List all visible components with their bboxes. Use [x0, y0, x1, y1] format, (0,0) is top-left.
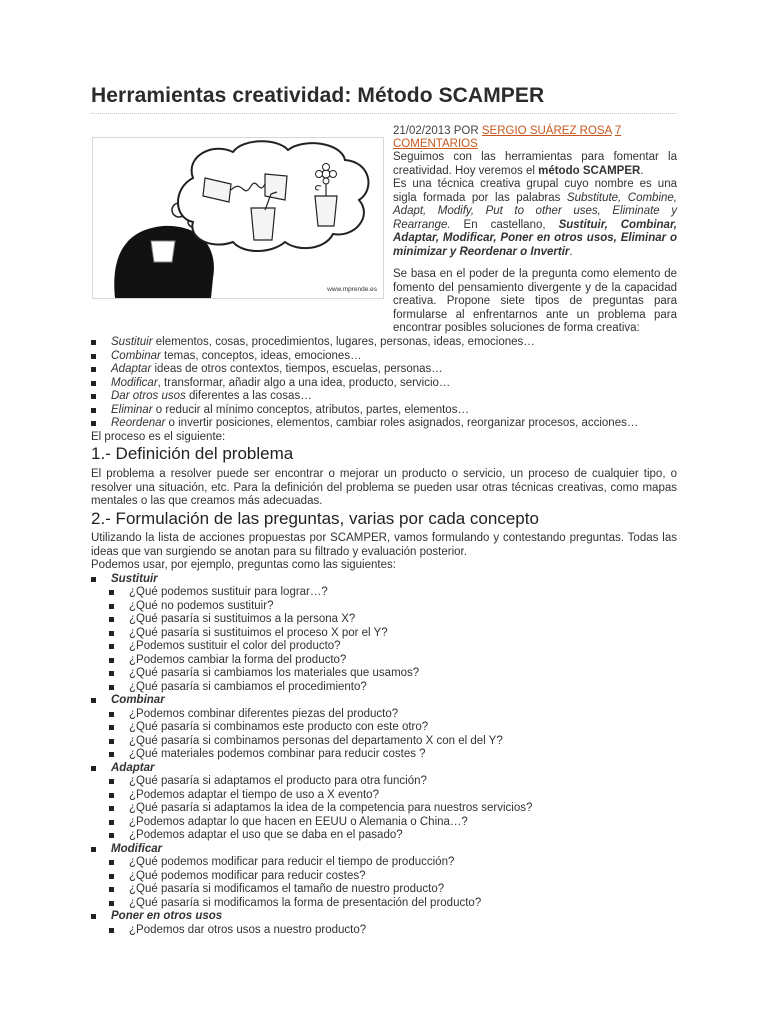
question-item: ¿Podemos adaptar el uso que se daba en el pasado?: [91, 829, 677, 843]
scamper-term: Modificar: [111, 376, 158, 389]
intro-1a: Seguimos con las herramientas para fomentar la creatividad. Hoy veremos el: [393, 151, 677, 177]
scamper-term: Eliminar: [111, 403, 153, 416]
question-item: ¿Qué podemos modificar para reducir costes?: [91, 870, 677, 884]
process-intro: El proceso es el siguiente:: [91, 430, 226, 443]
question-group: [91, 762, 677, 843]
scamper-description: o reducir al mínimo conceptos, atributos, partes, elementos…: [152, 403, 469, 416]
scamper-description: temas, conceptos, ideas, emociones…: [160, 349, 362, 362]
title-divider: [91, 113, 677, 114]
intro-paragraph-1: [393, 151, 677, 178]
question-groups: [91, 573, 677, 938]
section-2-text-1: Utilizando la lista de acciones propuestas por SCAMPER, vamos formulando y contestando preguntas. Todas las ideas que van surgiendo se anotan para su filtrado y evaluación posterior.: [91, 532, 677, 558]
question-item: ¿Podemos adaptar lo que hacen en EEUU o Alemania o China…?: [91, 816, 677, 830]
question-list: [91, 708, 677, 762]
intro-2c: En castellano,: [450, 218, 559, 231]
question-item: ¿Qué pasaría si cambiamos los materiales que usamos?: [91, 667, 677, 681]
post-by: POR: [453, 125, 479, 137]
question-item: ¿Podemos combinar diferentes piezas del producto?: [91, 708, 677, 722]
question-item: ¿Podemos dar otros usos a nuestro producto?: [91, 924, 677, 938]
figure-caption: www.mprende.es: [327, 286, 377, 293]
scamper-term: Sustituir: [111, 336, 153, 348]
question-item: ¿Podemos sustituir el color del producto?: [91, 640, 677, 654]
question-group-name: Combinar: [111, 694, 165, 706]
section-1-text: El problema a resolver puede ser encontrar o mejorar un producto o servicio, un proceso de cualquier tipo, o resolver una situación, etc. Para la definición del problema se pueden usar otras técnicas creativas, como mapas mentales o las que creamos más adecuadas.: [91, 468, 677, 507]
intro-2b: Substitute, Combine, Adapt, Modify, Put to other uses, Eliminate y Rearrange.: [393, 191, 677, 231]
question-group-name: Modificar: [111, 842, 163, 855]
intro-2d: Sustituir, Combinar, Adaptar, Modificar, Poner en otros usos, Eliminar o minimizar y Reordenar o Invertir: [393, 218, 677, 258]
page-title: Herramientas creatividad: Método SCAMPER: [91, 84, 545, 107]
intro-1b: método SCAMPER: [538, 164, 641, 177]
question-item: ¿Qué podemos sustituir para lograr…?: [91, 586, 677, 600]
intro-text: [393, 151, 677, 259]
question-item: ¿Qué pasaría si sustituimos a la persona X?: [91, 613, 677, 627]
question-item: ¿Qué pasaría si cambiamos el procedimiento?: [91, 681, 677, 695]
scamper-description: ideas de otros contextos, tiempos, escuelas, personas…: [151, 363, 443, 375]
question-item: ¿Qué no podemos sustituir?: [91, 600, 677, 614]
scamper-list-item: [91, 363, 677, 377]
section-2-title: 2.- Formulación de las preguntas, varias por cada concepto: [91, 509, 539, 528]
scamper-list-item: [91, 417, 677, 431]
intro-2e: .: [569, 245, 573, 258]
scamper-list-item: [91, 350, 677, 364]
section-2: [91, 508, 677, 937]
scamper-term: Combinar: [111, 349, 161, 362]
author-link[interactable]: SERGIO SUÁREZ ROSA: [481, 125, 612, 137]
question-group: [91, 910, 677, 937]
post-date: 21/02/2013: [393, 125, 451, 137]
section-1: [91, 443, 677, 509]
intro-paragraph-3: [91, 268, 677, 336]
question-list: [91, 775, 677, 843]
question-list: [91, 856, 677, 910]
scamper-description: o invertir posiciones, elementos, cambiar roles asignados, reorganizar procesos, acciones…: [165, 417, 639, 429]
question-group-name: Adaptar: [111, 761, 155, 774]
question-item: ¿Qué pasaría si combinamos personas del departamento X con el del Y?: [91, 735, 677, 749]
question-item: ¿Qué pasaría si sustituimos el proceso X por el Y?: [91, 627, 677, 641]
scamper-term: Adaptar: [111, 363, 152, 375]
question-list: [91, 924, 677, 938]
scamper-list-item: [91, 377, 677, 391]
scamper-list-item: [91, 390, 677, 404]
scamper-term: Dar otros usos: [111, 390, 186, 402]
post-meta: [393, 125, 677, 151]
scamper-list-block: [91, 336, 677, 444]
question-item: ¿Qué materiales podemos combinar para reducir costes ?: [91, 748, 677, 762]
comments-link[interactable]: 7 COMENTARIOS: [393, 125, 622, 150]
question-group-name: Sustituir: [111, 572, 158, 585]
section-2-text-2: Podemos usar, por ejemplo, preguntas como las siguientes:: [91, 559, 396, 571]
question-group-name: Poner en otros usos: [111, 910, 223, 922]
scamper-term: Reordenar: [111, 417, 166, 429]
question-group: [91, 694, 677, 762]
scamper-list-item: [91, 404, 677, 418]
scamper-description: diferentes a las cosas…: [185, 390, 312, 402]
section-1-title: 1.- Definición del problema: [91, 444, 294, 463]
question-item: ¿Podemos cambiar la forma del producto?: [91, 654, 677, 668]
question-item: ¿Qué pasaría si modificamos la forma de presentación del producto?: [91, 897, 677, 911]
question-group: [91, 573, 677, 695]
question-group: [91, 843, 677, 911]
question-item: ¿Qué pasaría si adaptamos el producto para otra función?: [91, 775, 677, 789]
intro-3: Se basa en el poder de la pregunta como elemento de fomento del pensamiento divergente y de la capacidad creativa. Propone siete tipos de preguntas para formularse al enfrentarnos ante un problema para encontrar posibles soluciones de forma creativa:: [393, 268, 677, 334]
scamper-list-item: [91, 336, 677, 350]
question-item: ¿Qué podemos modificar para reducir el tiempo de producción?: [91, 856, 677, 870]
question-item: ¿Qué pasaría si modificamos el tamaño de nuestro producto?: [91, 883, 677, 897]
question-item: ¿Qué pasaría si adaptamos la idea de la competencia para nuestros servicios?: [91, 802, 677, 816]
question-list: [91, 586, 677, 694]
intro-2a: Es una técnica creativa grupal cuyo nombre es una sigla formada por las palabras: [393, 178, 677, 204]
scamper-list: [91, 336, 677, 431]
question-item: ¿Qué pasaría si combinamos este producto con este otro?: [91, 721, 677, 735]
scamper-description: , transformar, añadir algo a una idea, producto, servicio…: [157, 376, 451, 389]
scamper-description: elementos, cosas, procedimientos, lugares, personas, ideas, emociones…: [152, 336, 535, 348]
intro-paragraph-2: [393, 178, 677, 259]
question-item: ¿Podemos adaptar el tiempo de uso a X evento?: [91, 789, 677, 803]
intro-1c: .: [640, 164, 644, 177]
